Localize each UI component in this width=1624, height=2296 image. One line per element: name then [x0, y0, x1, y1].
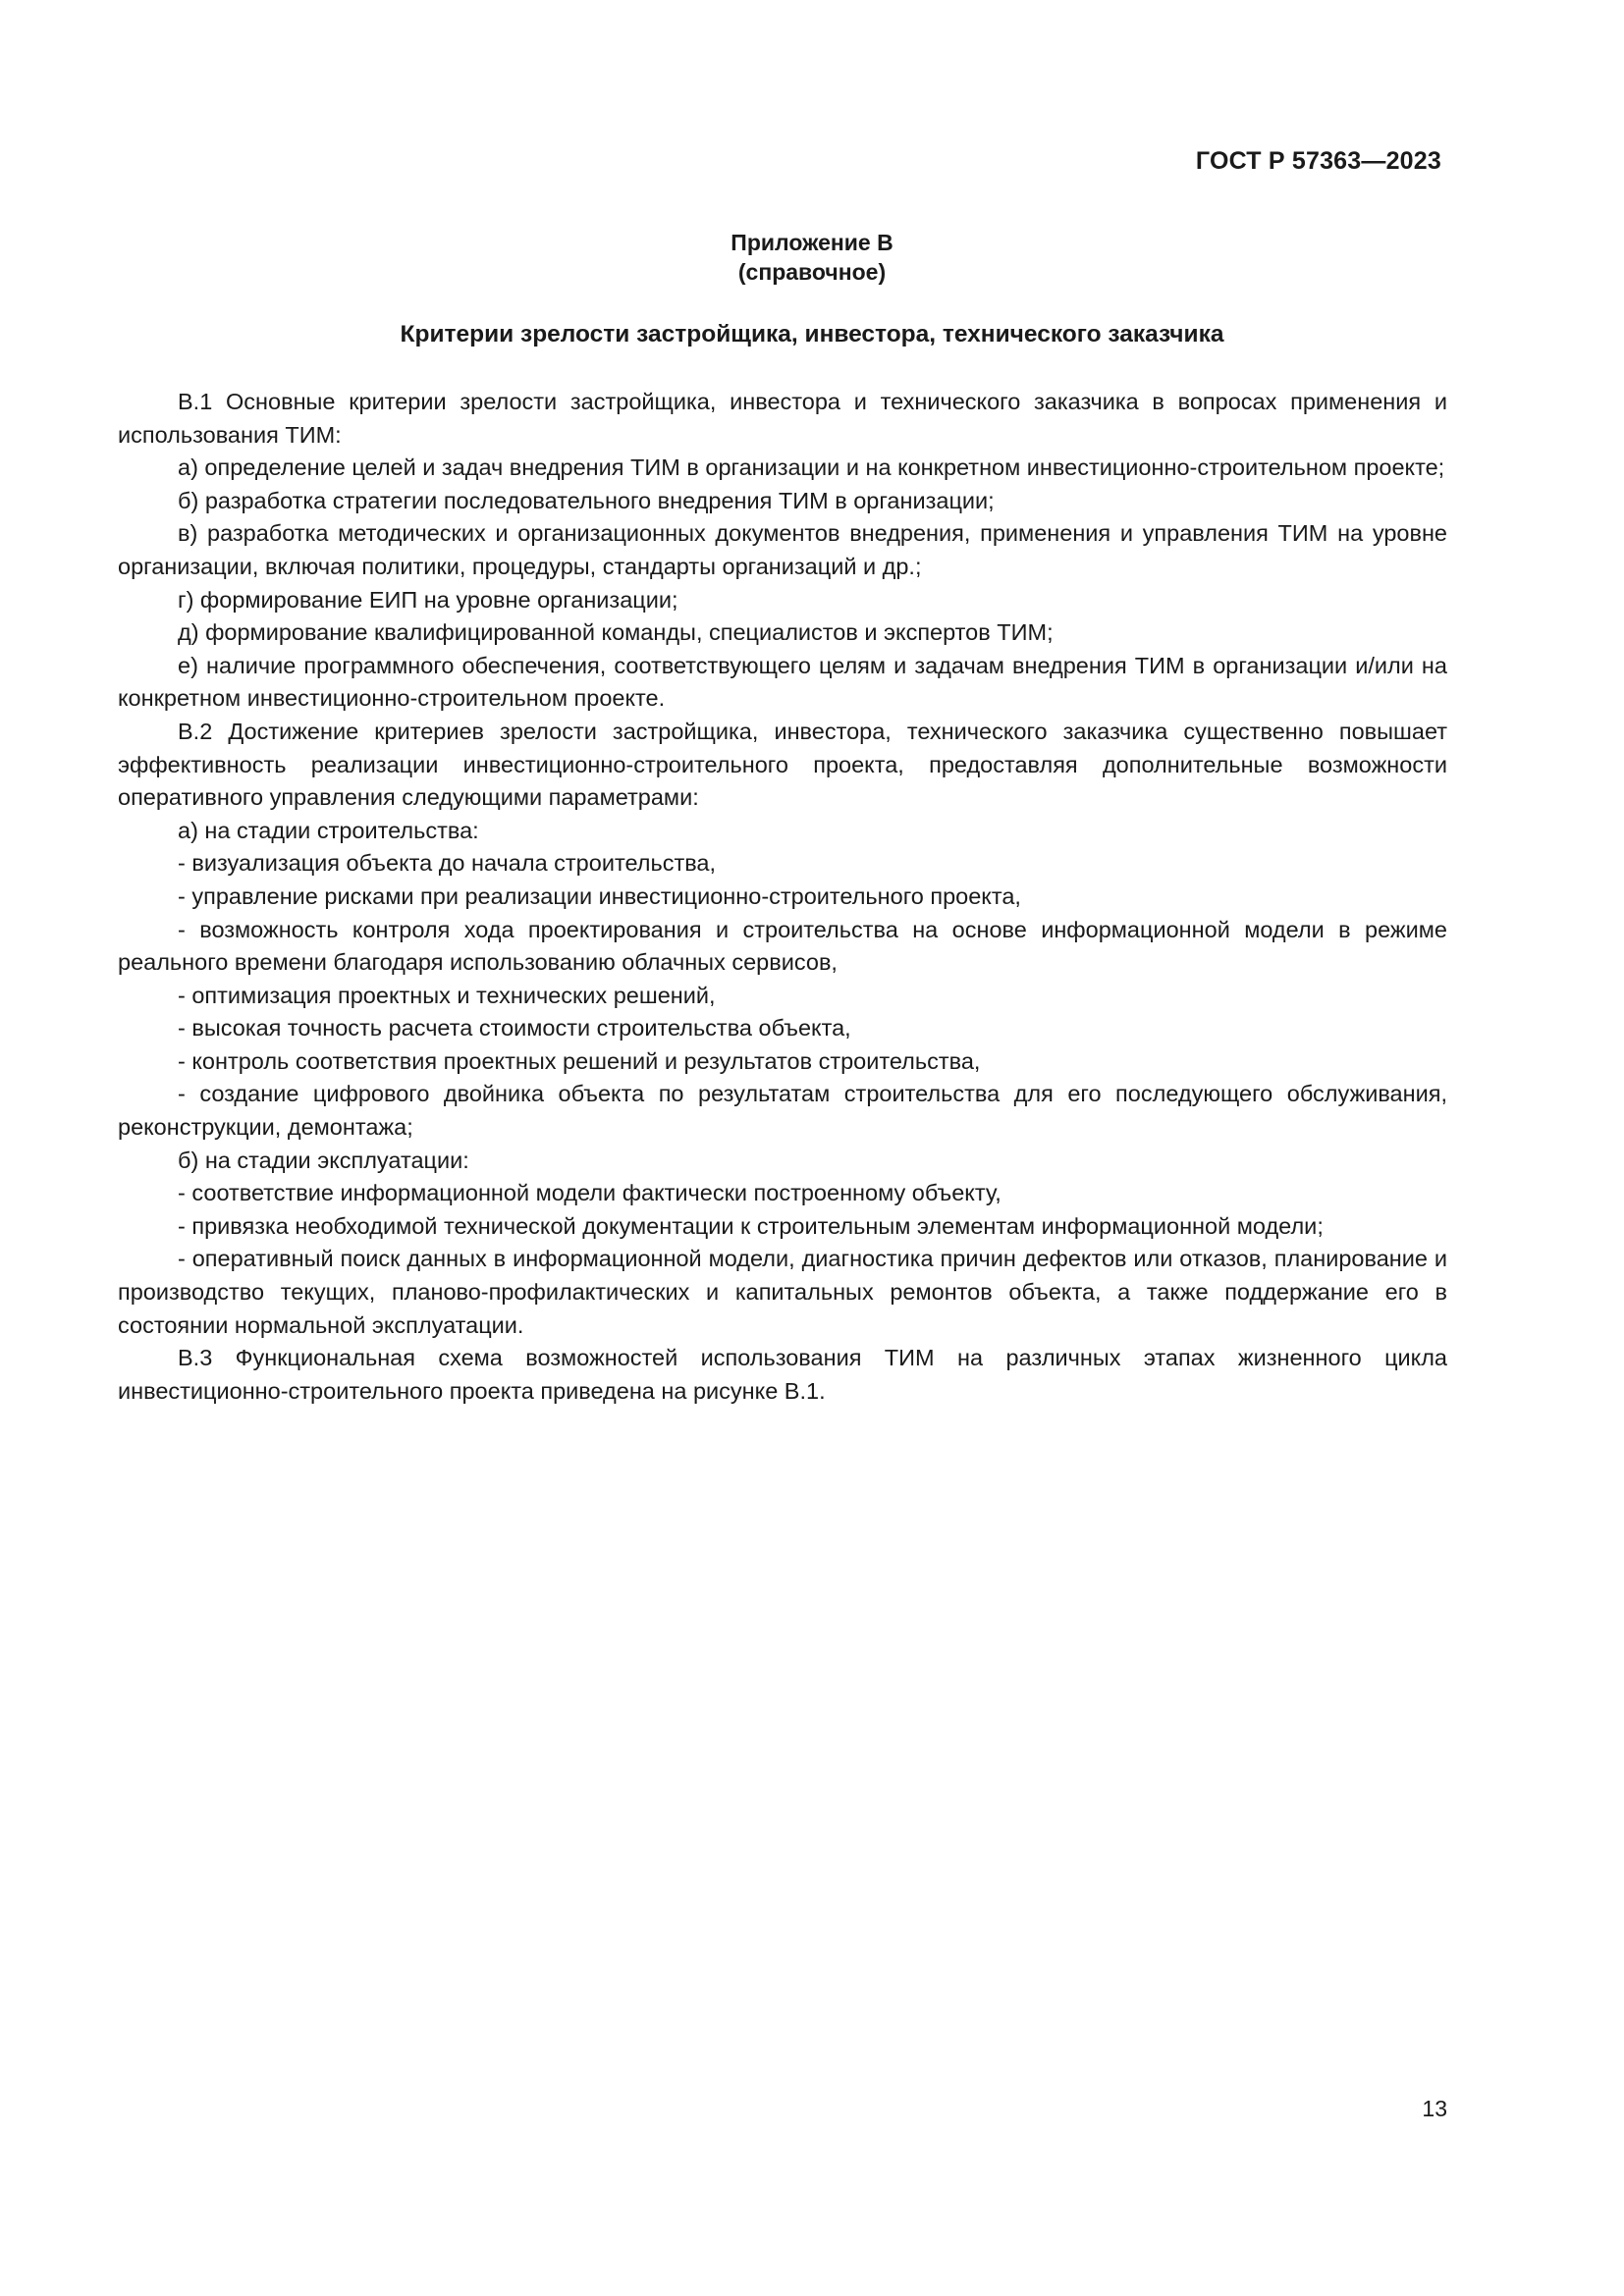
- list-item-b1-d: д) формирование квалифицированной команды, специалистов и экспертов ТИМ;: [178, 619, 1054, 646]
- list-item-b2-b: б) на стадии эксплуатации:: [178, 1147, 469, 1173]
- appendix-name: Приложение В: [731, 230, 893, 255]
- list-item-b1-b: б) разработка стратегии последовательного внедрения ТИМ в организации;: [178, 487, 995, 513]
- document-code: ГОСТ Р 57363—2023: [1195, 147, 1441, 175]
- bullet-item: - высокая точность расчета стоимости строительства объекта,: [178, 1015, 851, 1041]
- bullet-item: - возможность контроля хода проектирования и строительства на основе информационной модели в режиме реального времени благодаря использованию облачных сервисов,: [118, 916, 1447, 976]
- bullet-item: - соответствие информационной модели фактически построенному объекту,: [178, 1180, 1001, 1206]
- bullet-item: - оптимизация проектных и технических решений,: [178, 982, 716, 1008]
- bullet-item: - визуализация объекта до начала строительства,: [178, 850, 717, 877]
- list-item-b1-e: е) наличие программного обеспечения, соответствующего целям и задачам внедрения ТИМ в организации и/или на конкретном инвестиционно-строительном проекте.: [118, 652, 1447, 712]
- appendix-heading: [0, 228, 1624, 287]
- section-title: Критерии зрелости застройщика, инвестора, технического заказчика: [400, 321, 1224, 347]
- body-text: [118, 386, 1447, 1408]
- list-item-b2-a: а) на стадии строительства:: [178, 817, 479, 843]
- appendix-kind: (справочное): [737, 259, 887, 285]
- bullet-item: - управление рисками при реализации инвестиционно-строительного проекта,: [178, 882, 1021, 909]
- bullet-item: - привязка необходимой технической документации к строительным элементам информационной модели;: [178, 1212, 1324, 1239]
- paragraph-b1-intro: В.1 Основные критерии зрелости застройщика, инвестора и технического заказчика в вопросах применения и использования ТИМ:: [118, 389, 1447, 448]
- bullet-item: - оперативный поиск данных в информационной модели, диагностика причин дефектов или отказов, планирование и производство текущих, планово-профилактических и капитальных ремонтов объекта, а также поддержание его в состоянии нормальной эксплуатации.: [118, 1246, 1447, 1338]
- paragraph-b3: В.3 Функциональная схема возможностей использования ТИМ на различных этапах жизненного цикла инвестиционно-строительного проекта приведена на рисунке В.1.: [118, 1345, 1447, 1404]
- bullet-item: - контроль соответствия проектных решений и результатов строительства,: [178, 1047, 981, 1074]
- list-item-b1-v: в) разработка методических и организационных документов внедрения, применения и управления ТИМ на уровне организации, включая политики, процедуры, стандарты организаций и др.;: [118, 520, 1447, 579]
- page-number: 13: [1422, 2096, 1447, 2121]
- list-item-b1-g: г) формирование ЕИП на уровне организации;: [178, 586, 678, 613]
- bullet-item: - создание цифрового двойника объекта по результатам строительства для его последующего обслуживания, реконструкции, демонтажа;: [118, 1081, 1447, 1141]
- paragraph-b2-intro: В.2 Достижение критериев зрелости застройщика, инвестора, технического заказчика существенно повышает эффективность реализации инвестиционно-строительного проекта, предоставляя дополнительные возможности оперативного управления следующими параметрами:: [118, 718, 1447, 811]
- list-item-b1-a: а) определение целей и задач внедрения ТИМ в организации и на конкретном инвестиционно-строительном проекте;: [178, 454, 1445, 481]
